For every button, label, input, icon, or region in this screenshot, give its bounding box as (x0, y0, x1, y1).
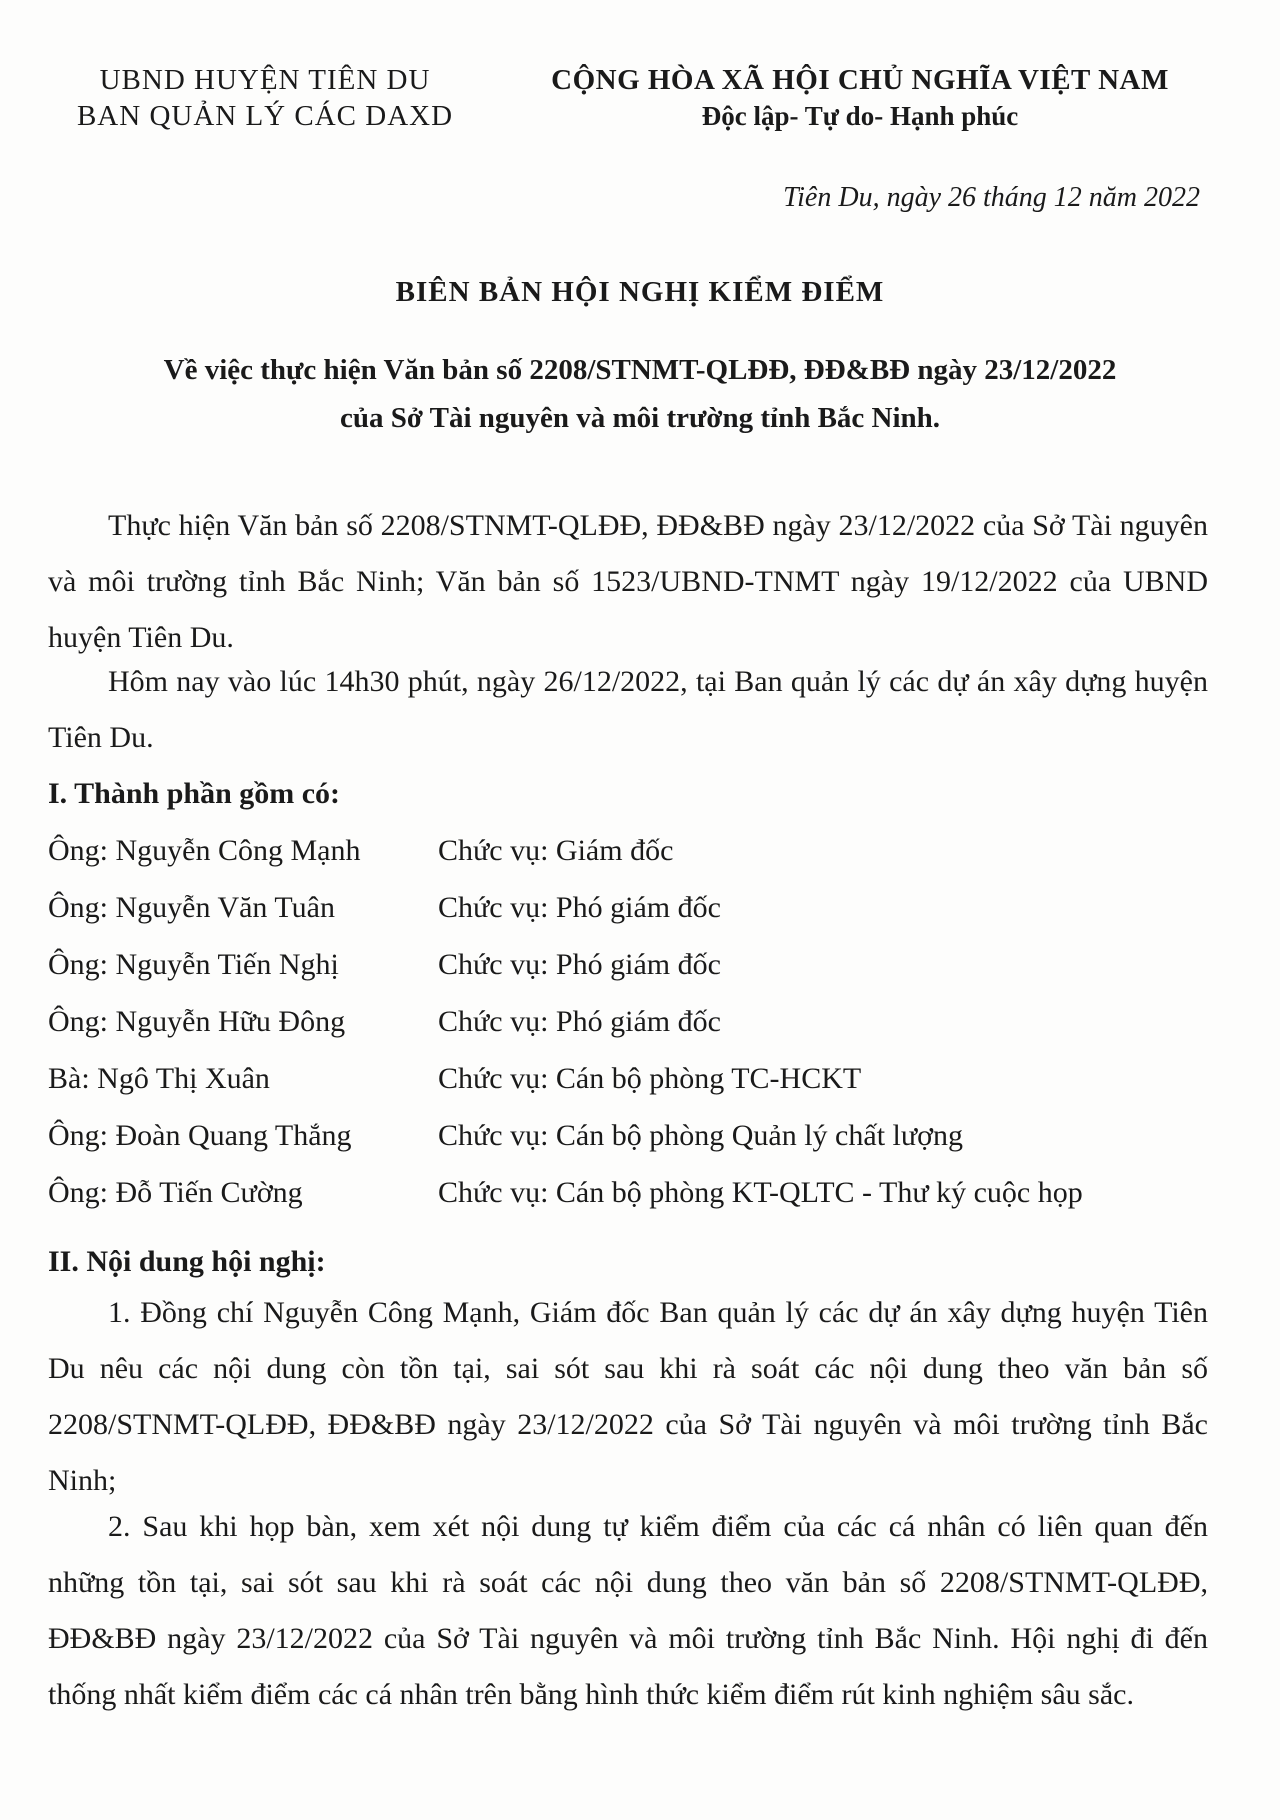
member-role: Chức vụ: Cán bộ phòng KT-QLTC - Thư ký cuộc họp (438, 1175, 1083, 1209)
member-row (48, 1050, 1228, 1107)
section-2-heading: II. Nội dung hội nghị: (48, 1245, 326, 1278)
intro-paragraph: Thực hiện Văn bản số 2208/STNMT-QLĐĐ, ĐĐ&BĐ ngày 23/12/2022 của Sở Tài nguyên và môi trường tỉnh Bắc Ninh; Văn bản số 1523/UBND-TNMT ngày 19/12/2022 của UBND huyện Tiên Du. (48, 509, 1208, 654)
member-row (48, 879, 1228, 936)
section-1-heading: I. Thành phần gồm có: (48, 777, 341, 810)
member-name: Ông: Nguyễn Văn Tuân (48, 890, 335, 924)
country-name: CỘNG HÒA XÃ HỘI CHỦ NGHĨA VIỆT NAM (551, 64, 1169, 96)
content-item-1: 1. Đồng chí Nguyễn Công Mạnh, Giám đốc Ban quản lý các dự án xây dựng huyện Tiên Du nêu các nội dung còn tồn tại, sai sót sau khi rà soát các nội dung theo văn bản số 2208/STNMT-QLĐĐ, ĐĐ&BĐ ngày 23/12/2022 của Sở Tài nguyên và môi trường tỉnh Bắc Ninh; (48, 1296, 1208, 1497)
member-name: Ông: Nguyễn Hữu Đông (48, 1004, 346, 1038)
member-list (48, 822, 1228, 1221)
subtitle-line-1: Về việc thực hiện Văn bản số 2208/STNMT-QLĐĐ, ĐĐ&BĐ ngày 23/12/2022 (163, 354, 1117, 386)
document-subtitle (40, 346, 1240, 442)
member-name: Ông: Đoàn Quang Thắng (48, 1118, 352, 1152)
member-row (48, 936, 1228, 993)
member-name: Ông: Đỗ Tiến Cường (48, 1175, 303, 1209)
document-title: BIÊN BẢN HỘI NGHỊ KIỂM ĐIỂM (395, 276, 885, 308)
document-date: Tiên Du, ngày 26 tháng 12 năm 2022 (783, 182, 1200, 213)
motto-line: Độc lập- Tự do- Hạnh phúc (701, 101, 1019, 131)
member-role: Chức vụ: Cán bộ phòng TC-HCKT (438, 1061, 862, 1095)
member-name: Bà: Ngô Thị Xuân (48, 1061, 270, 1095)
national-motto (500, 62, 1220, 134)
member-role: Chức vụ: Phó giám đốc (438, 890, 721, 924)
issuing-agency (40, 62, 490, 134)
agency-line-1: UBND HUYỆN TIÊN DU (99, 64, 431, 96)
member-role: Chức vụ: Giám đốc (438, 833, 674, 867)
member-row (48, 1164, 1228, 1221)
member-role: Chức vụ: Phó giám đốc (438, 1004, 721, 1038)
agency-line-2: BAN QUẢN LÝ CÁC DAXD (76, 100, 454, 132)
meeting-paragraph: Hôm nay vào lúc 14h30 phút, ngày 26/12/2022, tại Ban quản lý các dự án xây dựng huyện Tiên Du. (48, 665, 1208, 754)
member-role: Chức vụ: Phó giám đốc (438, 947, 721, 981)
member-role: Chức vụ: Cán bộ phòng Quản lý chất lượng (438, 1118, 963, 1152)
content-item-2: 2. Sau khi họp bàn, xem xét nội dung tự kiểm điểm của các cá nhân có liên quan đến những tồn tại, sai sót sau khi rà soát các nội dung theo văn bản số 2208/STNMT-QLĐĐ, ĐĐ&BĐ ngày 23/12/2022 của Sở Tài nguyên và môi trường tỉnh Bắc Ninh. Hội nghị đi đến thống nhất kiểm điểm các cá nhân trên bằng hình thức kiểm điểm rút kinh nghiệm sâu sắc. (48, 1510, 1208, 1711)
member-row (48, 1107, 1228, 1164)
subtitle-line-2: của Sở Tài nguyên và môi trường tỉnh Bắc Ninh. (339, 402, 941, 434)
member-name: Ông: Nguyễn Công Mạnh (48, 833, 361, 867)
member-row (48, 822, 1228, 879)
member-row (48, 993, 1228, 1050)
member-name: Ông: Nguyễn Tiến Nghị (48, 947, 339, 981)
